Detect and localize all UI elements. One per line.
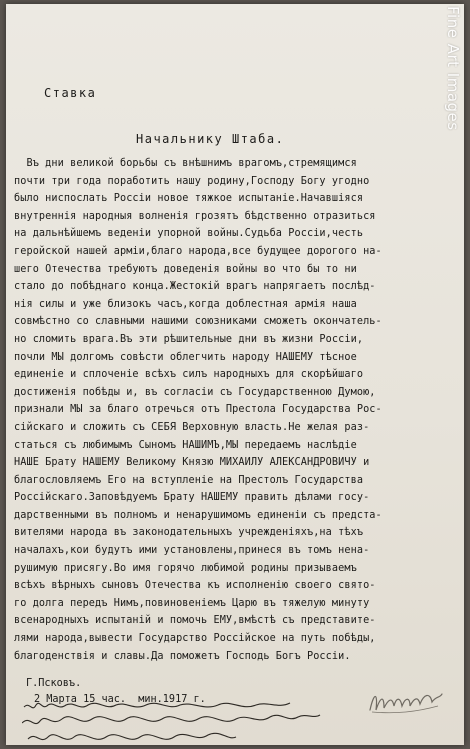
manifesto-text [14,155,454,665]
text-line: го долга передъ Нимъ,повиновенiемъ Царю въ тяжелую минуту [14,597,370,609]
signature-nicholas [366,684,446,720]
text-line: почти три года поработить нашу родину,Господу Богу угодно [14,175,370,187]
text-line: признали МЫ за благо отречься отъ Престола Государства Рос- [14,404,382,416]
text-line: всенародныхъ испытанiй и помочь ЕМУ,вмѣстѣ съ представите- [14,615,376,627]
text-line: совмѣстно со славными нашими союзниками сможетъ окончатель- [14,316,382,328]
text-line: дарственными въ полномъ и ненарушимомъ единенiи съ предста- [14,509,382,521]
text-line: сiйскаго и сложить съ СЕБЯ Верховную власть.Не желая раз- [14,421,370,433]
text-line: но сломить врага.Въ эти рѣшительные дни въ жизни Россiи, [14,333,364,345]
location-header: Ставка [44,86,97,100]
document-page [6,4,464,745]
text-line: лями народа,вывести Государство Россiйское на путь побѣды, [14,633,376,645]
place-of-signing: Г.Псковъ. [26,678,82,689]
date-time: 2 Марта 15 час. мин.1917 г. [34,694,206,705]
text-line: внутреннiя народныя волненiя грозятъ бѣдственно отразиться [14,210,376,222]
text-line: Въ дни великой борьбы съ внѣшнимъ врагомъ,стремящимся [14,158,357,169]
watermark: Fine Art Images [444,6,462,131]
text-line: НАШЕ Брату НАШЕМУ Великому Князю МИХАИЛУ АЛЕКСАНДРОВИЧУ и [14,457,370,469]
text-line: всѣхъ вѣрныхъ сыновъ Отечества къ исполненiю своего свято- [14,580,376,592]
text-line: благоденствiя и славы.Да поможетъ Господь Богъ Россiи. [14,650,351,662]
text-line: было ниспослать Россiи новое тяжкое испытанiе.Начавшiяся [14,193,364,205]
text-line: почли МЫ долгомъ совѣсти облегчить народу НАШЕМУ тѣсное [14,351,357,363]
text-line: вителями народа въ законодательныхъ учрежденiяхъ,на тѣхъ [14,527,364,539]
text-line: рушимую присягу.Во имя горячо любимой родины призываемъ [14,562,357,574]
text-line: шего Отечества требуютъ доведенiя войны во что бы то ни [14,263,357,275]
addressee: Начальнику Штаба. [136,132,285,146]
text-line: Россiйскаго.Заповѣдуемъ Брату НАШЕМУ править дѣлами госу- [14,492,370,504]
text-line: статься съ любимымъ Сыномъ НАШИМЪ,МЫ передаемъ наслѣдiе [14,439,357,451]
countersignature-fredericks [22,699,322,745]
text-line: началахъ,кои будутъ ими установлены,принеся въ томъ нена- [14,545,370,557]
text-line: достиженiя побѣды и, въ согласiи съ Государственною Думою, [14,386,376,398]
text-line: нiя силы и уже близокъ часъ,когда доблестная армiя наша [14,298,357,310]
text-line: на дальнѣйшемъ веденiи упорной войны.Судьба Россiи,честь [14,228,364,240]
text-line: геройской нашей армiи,благо народа,все будущее дорогого на- [14,245,382,257]
text-line: стало до побѣднаго конца.Жестокiй врагъ напрягаетъ послѣд- [14,281,376,293]
text-line: благословляемъ Его на вступленiе на Престолъ Государства [14,474,364,486]
text-line: единенiе и сплоченiе всѣхъ силъ народныхъ для скорѣйшаго [14,369,364,381]
